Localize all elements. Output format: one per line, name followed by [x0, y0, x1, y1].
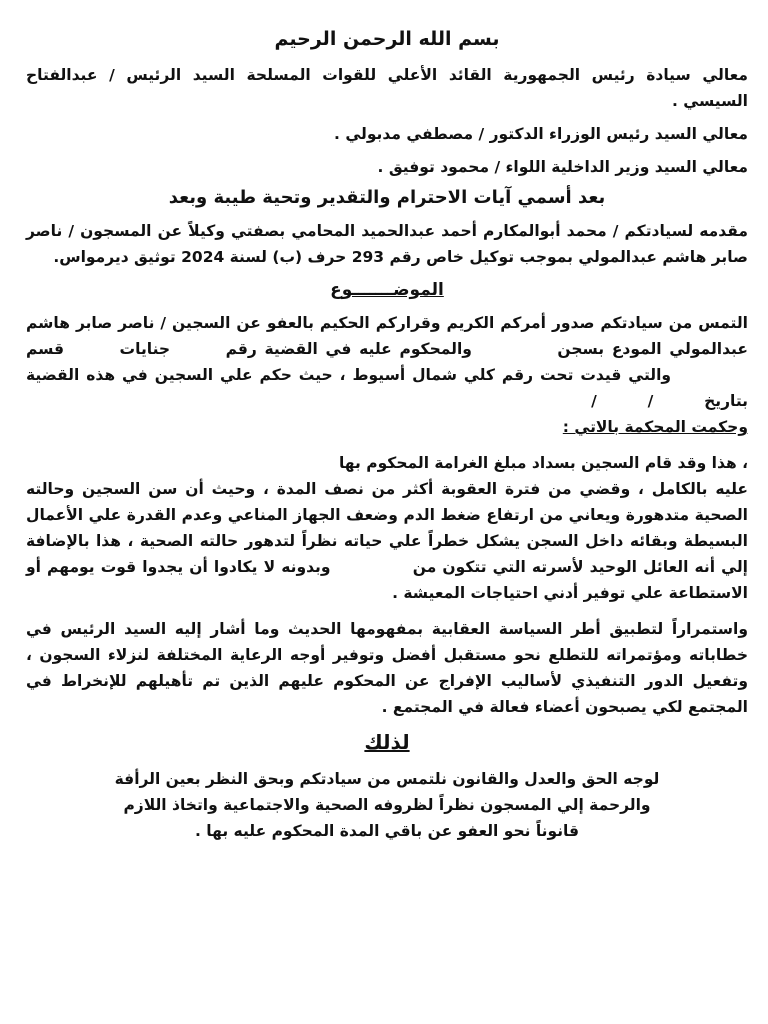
addressee-prime-minister: معالي السيد رئيس الوزراء الدكتور / مصطفي مدبولي .: [334, 125, 748, 143]
health-text-b: وبدونه لا يكادوا أن يجدوا قوت يومهم أو الاستطاعة علي توفير أدني احتياجات المعيشة .: [26, 558, 748, 602]
request-text-6: كلي شمال أسيوط ، حيث حكم علي السجين في هذه القضية بتاريخ: [26, 366, 748, 410]
final-line-3: قانوناً نحو العفو عن باقي المدة المحكوم عليه بها .: [194, 822, 579, 840]
request-text-3: جنايات: [119, 340, 171, 358]
final-request: [26, 766, 748, 844]
date-separator-1: /: [647, 392, 654, 410]
health-text-a: عليه بالكامل ، وقضي من فترة العقوبة أكثر من نصف المدة ، وحيث أن سن السجين وحالته الصحية متدهورة ويعاني من ارتفاع ضغط الدم وضعف الجهاز المناعي وعدم القدرة علي الأعمال البسيطة وبقائه داخل السجن يشكل خطراً علي حياته نظراً لتدهور حالته الصحية ، هذا بالإضافة إلي أنه العائل الوحيد لأسرته التي تتكون من: [26, 480, 748, 576]
request-text-2: والمحكوم عليه في القضية رقم: [225, 340, 472, 358]
basmala-heading: بسم الله الرحمن الرحيم: [274, 28, 500, 50]
policy-paragraph: واستمراراً لتطبيق أطر السياسة العقابية بمفهومها الحديث وما أشار إليه السيد الرئيس في خطاباته ومؤتمراته للتطلع نحو مستقبل أفضل وتوفير أوجه الرعاية المختلفة لنزلاء السجون ، وتفعيل الدور التنفيذي لأساليب الإفراج عن المحكوم عليهم الذين تم تأهيلهم للإنخراط في المجتمع لكي يصبحون أعضاء فعالة في المجتمع .: [26, 620, 748, 716]
final-line-1: لوجه الحق والعدل والقانون نلتمس من سيادتكم وبحق النظر بعين الرأفة: [114, 770, 660, 788]
addressee-president: معالي سيادة رئيس الجمهورية القائد الأعلي للقوات المسلحة السيد الرئيس / عبدالفتاح السيسي .: [26, 66, 748, 110]
intro-paragraph: مقدمه لسيادتكم / محمد أبوالمكارم أحمد عبدالحميد المحامي بصفتي وكيلاً عن المسجون / ناصر صابر هاشم عبدالمولي بموجب توكيل خاص رقم 293 حرف (ب) لسنة 2024 توثيق ديرمواس.: [26, 222, 748, 266]
addressee-interior-minister: معالي السيد وزير الداخلية اللواء / محمود توفيق .: [377, 158, 748, 176]
date-separator-2: /: [591, 392, 597, 410]
greeting-line: بعد أسمي آيات الاحترام والتقدير وتحية طيبة وبعد: [168, 187, 606, 208]
hence-heading: لذلك: [364, 730, 410, 754]
fine-paid-line: ، هذا وقد قام السجين بسداد مبلغ الغرامة المحكوم بها: [338, 454, 748, 472]
ruling-line: وحكمت المحكمة بالاتي :: [562, 418, 748, 436]
request-text-1: التمس من سيادتكم صدور أمركم الكريم وقراركم الحكيم بالعفو عن السجين / ناصر صابر هاشم عبدالمولي المودع بسجن: [26, 314, 748, 358]
final-line-2: والرحمة إلي المسجون نظراً لظروفه الصحية والاجتماعية واتخاذ اللازم: [123, 796, 651, 814]
request-paragraph: [26, 310, 748, 440]
subject-heading: الموضـــــــوع: [330, 280, 444, 300]
request-text-5: والتي قيدت تحت رقم: [501, 366, 672, 384]
health-paragraph: [26, 450, 748, 606]
request-text-4: قسم: [26, 340, 65, 358]
